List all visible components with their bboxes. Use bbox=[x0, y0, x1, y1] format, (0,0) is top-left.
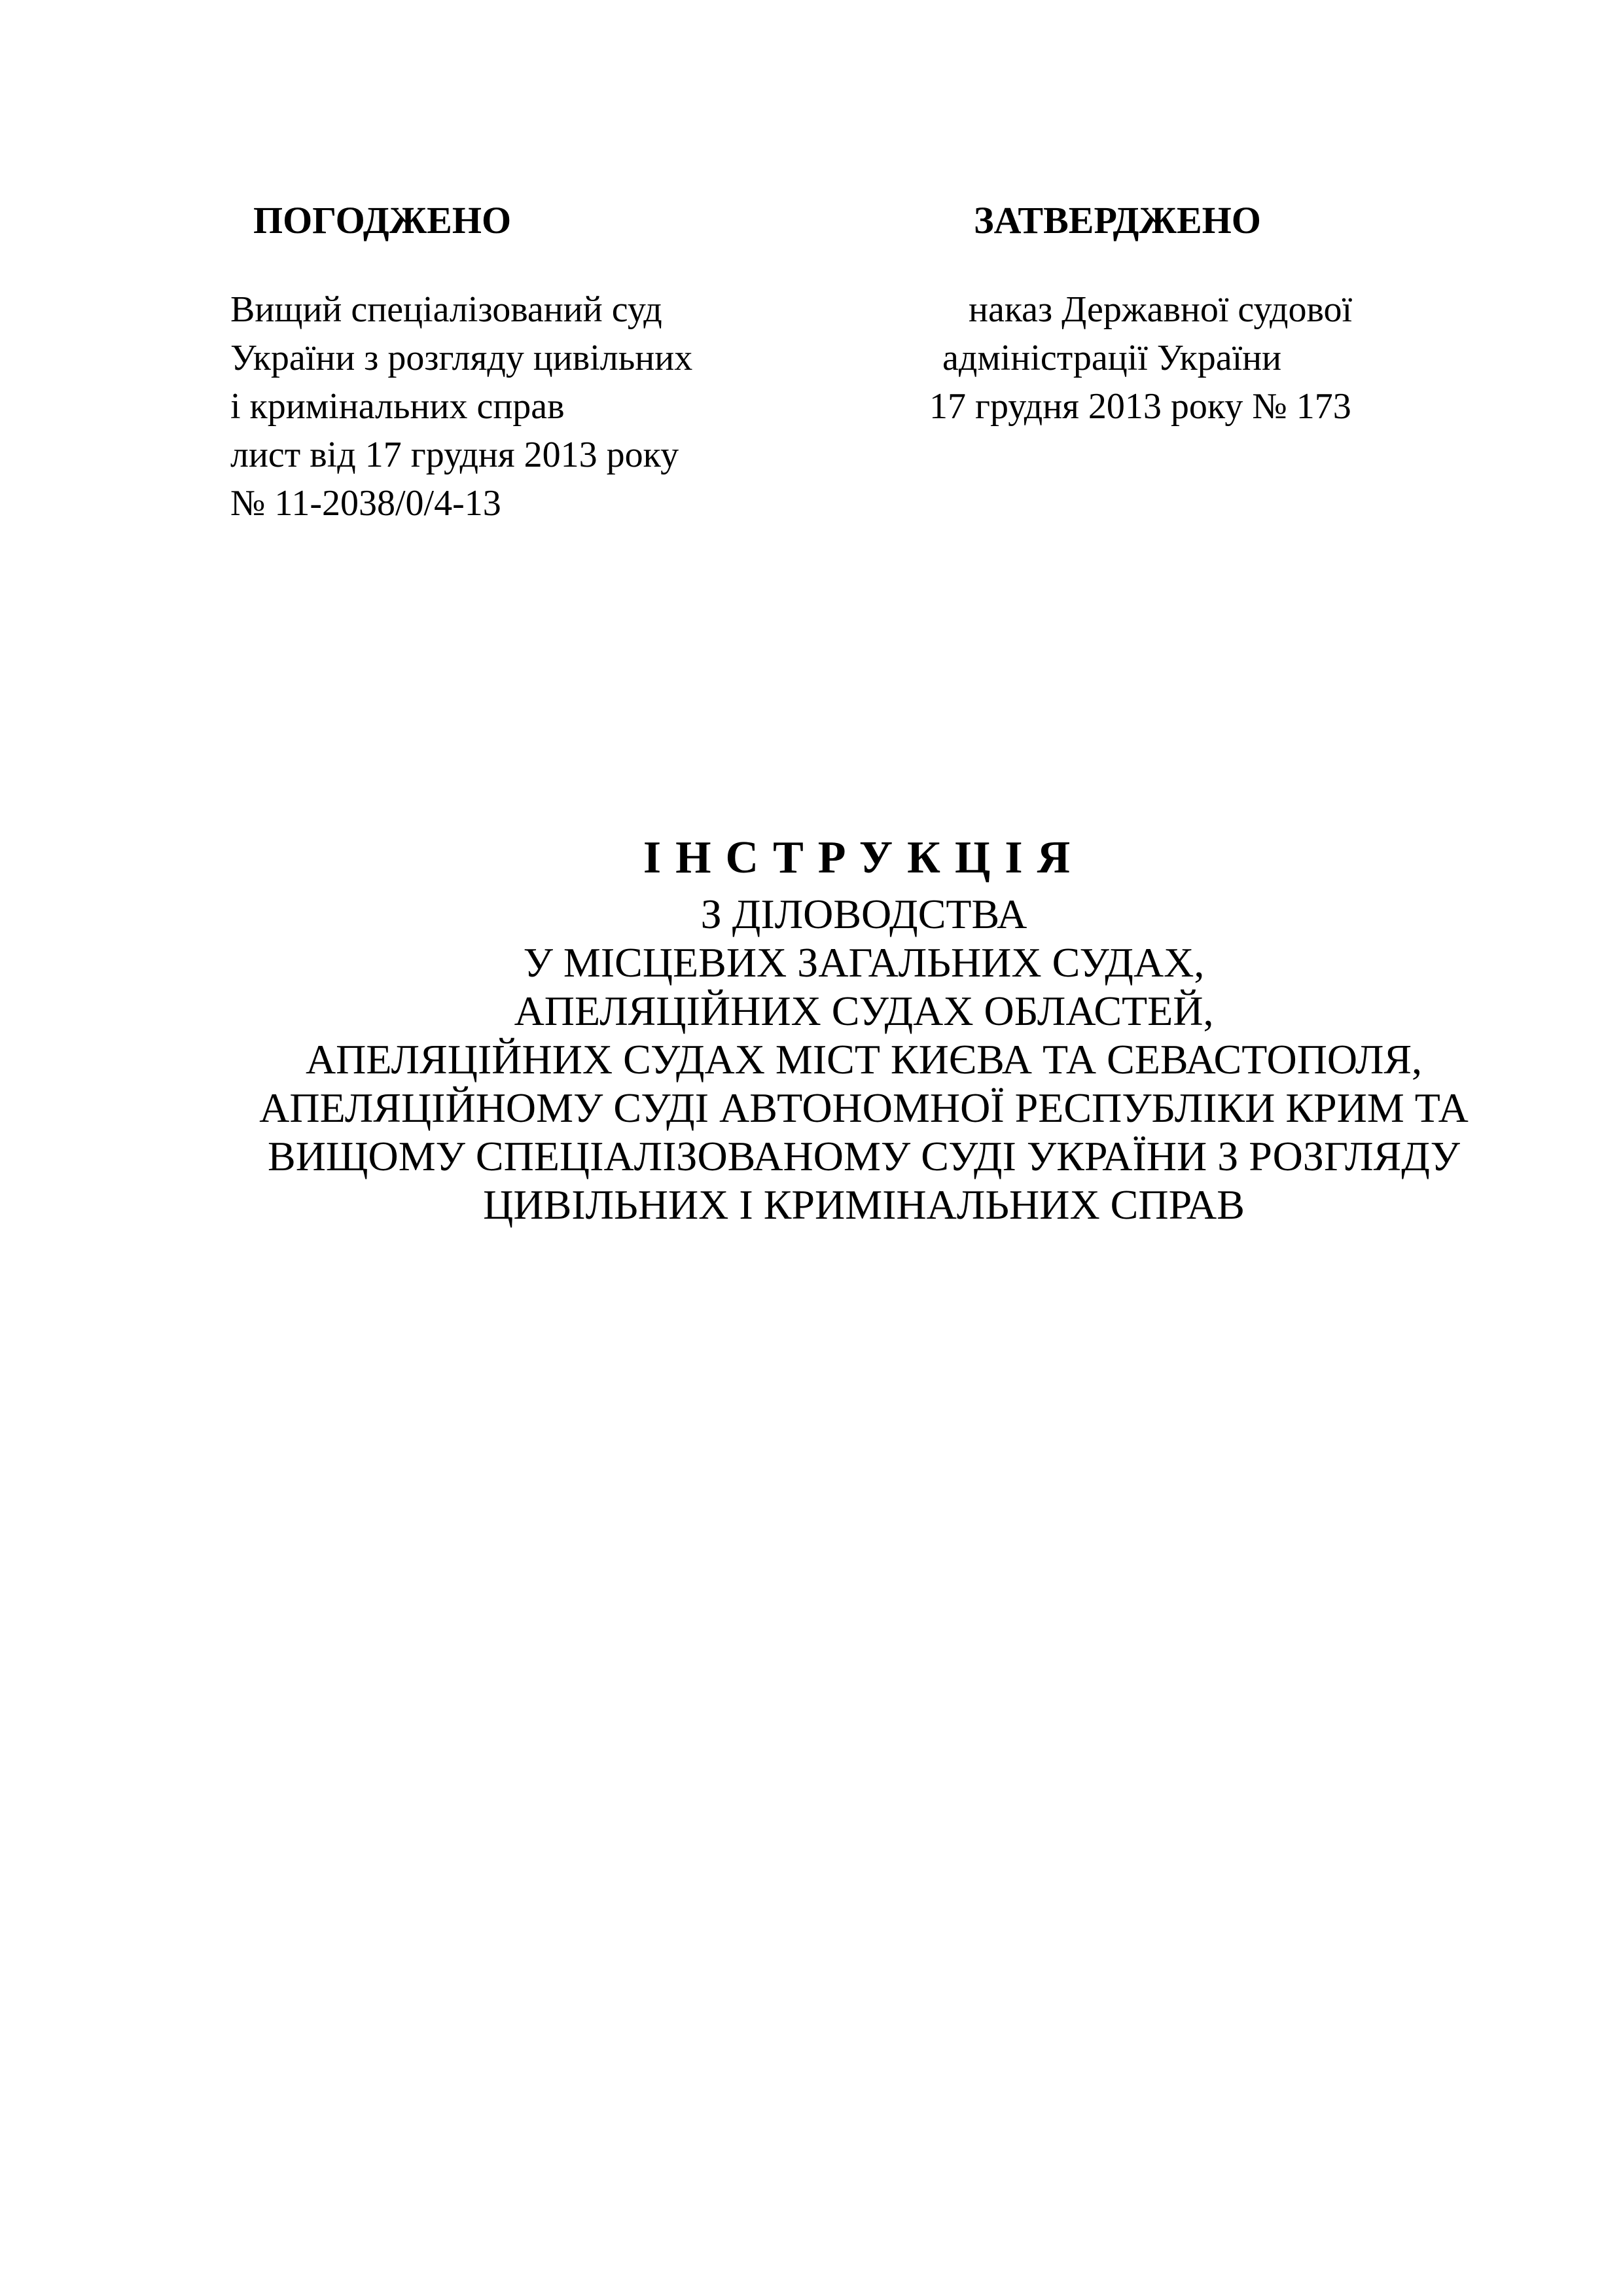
document-subtitle-line: АПЕЛЯЦІЙНОМУ СУДІ АВТОНОМНОЇ РЕСПУБЛІКИ КРИМ ТА bbox=[259, 1085, 1469, 1131]
document-title: ІНСТРУКЦІЯ bbox=[643, 833, 1085, 883]
document-subtitle-line: АПЕЛЯЦІЙНИХ СУДАХ ОБЛАСТЕЙ, bbox=[514, 988, 1214, 1034]
approval-line: лист від 17 грудня 2013 року bbox=[230, 435, 679, 475]
document-subtitle-line: ЦИВІЛЬНИХ І КРИМІНАЛЬНИХ СПРАВ bbox=[483, 1181, 1245, 1228]
confirmation-line: адміністрації України bbox=[942, 338, 1282, 378]
confirmation-line: наказ Державної судової bbox=[969, 289, 1353, 330]
approval-line: і кримінальних справ bbox=[230, 386, 565, 427]
document-subtitle-line: З ДІЛОВОДСТВА bbox=[700, 891, 1027, 937]
confirmation-details bbox=[929, 285, 1352, 431]
document-title-block bbox=[196, 826, 1531, 1229]
confirmation-heading: ЗАТВЕРДЖЕНО bbox=[974, 199, 1261, 242]
document-subtitle-line: АПЕЛЯЦІЙНИХ СУДАХ МІСТ КИЄВА ТА СЕВАСТОПОЛЯ, bbox=[305, 1036, 1423, 1083]
confirmation-line: 17 грудня 2013 року № 173 bbox=[929, 386, 1351, 427]
document-subtitle-line: У МІСЦЕВИХ ЗАГАЛЬНИХ СУДАХ, bbox=[523, 939, 1205, 986]
document-subtitle-line: ВИЩОМУ СПЕЦІАЛІЗОВАНОМУ СУДІ УКРАЇНИ З РОЗГЛЯДУ bbox=[268, 1133, 1460, 1179]
approval-line: України з розгляду цивільних bbox=[230, 338, 693, 378]
approval-heading: ПОГОДЖЕНО bbox=[253, 199, 512, 242]
approval-line: № 11-2038/0/4-13 bbox=[230, 483, 501, 524]
approval-line: Вищий спеціалізований суд bbox=[230, 289, 662, 330]
approval-details bbox=[230, 285, 692, 528]
